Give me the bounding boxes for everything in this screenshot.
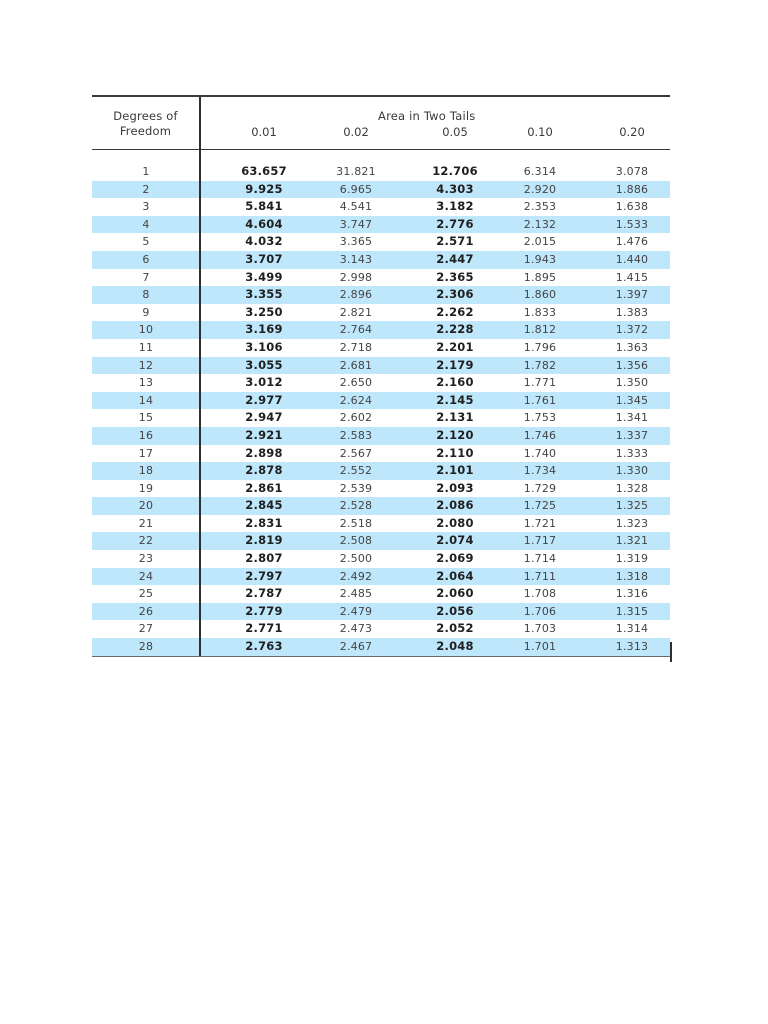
value-cell: 2.779 [245,603,283,618]
value-cell: 1.328 [615,481,649,495]
value-cell: 1.313 [615,640,649,654]
value-cell: 5.841 [245,199,283,214]
value-cell: 1.812 [523,323,557,337]
table-row [92,409,670,427]
value-cell: 2.624 [339,393,373,407]
value-cell: 2.764 [339,323,373,337]
value-cell: 1.363 [615,340,649,354]
value-cell: 2.518 [339,516,373,530]
value-cell: 3.250 [245,304,283,319]
value-cell: 1.325 [615,499,649,513]
value-cell: 1.345 [615,393,649,407]
value-cell: 2.101 [436,463,474,478]
table-row [92,532,670,550]
value-cell: 1.701 [523,640,557,654]
value-cell: 2.306 [436,287,474,302]
value-cell: 2.064 [436,568,474,583]
alpha-header-1: 0.02 [343,125,369,139]
df-cell: 10 [138,323,154,337]
value-cell: 1.333 [615,446,649,460]
value-cell: 2.977 [245,392,283,407]
value-cell: 2.110 [436,445,474,460]
value-cell: 1.321 [615,534,649,548]
value-cell: 2.920 [523,182,557,196]
value-cell: 2.508 [339,534,373,548]
degrees-of-freedom-header [92,109,199,139]
value-cell: 2.447 [436,251,474,266]
value-cell: 1.440 [615,252,649,266]
value-cell: 1.895 [523,270,557,284]
value-cell: 2.998 [339,270,373,284]
table-row [92,374,670,392]
value-cell: 4.604 [245,216,283,231]
value-cell: 1.725 [523,499,557,513]
value-cell: 2.080 [436,515,474,530]
value-cell: 12.706 [432,164,478,178]
table-row [92,357,670,375]
value-cell: 3.707 [245,251,283,266]
value-cell: 1.796 [523,340,557,354]
value-cell: 4.541 [339,200,373,214]
table-body [92,163,670,656]
value-cell: 1.729 [523,481,557,495]
value-cell: 1.356 [615,358,649,372]
df-cell: 16 [138,428,154,442]
value-cell: 4.032 [245,234,283,249]
value-cell: 1.734 [523,464,557,478]
value-cell: 2.861 [245,480,283,495]
value-cell: 1.337 [615,428,649,442]
table-row [92,638,670,656]
value-cell: 4.303 [436,181,474,196]
table-row [92,497,670,515]
df-cell: 23 [138,552,154,566]
value-cell: 1.397 [615,288,649,302]
value-cell: 2.492 [339,569,373,583]
value-cell: 2.571 [436,234,474,249]
value-cell: 6.965 [339,182,373,196]
table-row [92,392,670,410]
table-row [92,568,670,586]
value-cell: 3.365 [339,235,373,249]
df-header-line2: Freedom [119,124,172,138]
value-cell: 2.060 [436,586,474,601]
value-cell: 2.120 [436,427,474,442]
value-cell: 2.771 [245,621,283,636]
table-row [92,550,670,568]
value-cell: 1.833 [523,305,557,319]
table-row [92,269,670,287]
value-cell: 1.703 [523,622,557,636]
value-cell: 1.860 [523,288,557,302]
value-cell: 2.681 [339,358,373,372]
alpha-header-0: 0.01 [251,125,277,139]
value-cell: 1.721 [523,516,557,530]
table-row [92,462,670,480]
value-cell: 2.500 [339,552,373,566]
df-cell: 8 [142,288,150,302]
value-cell: 3.055 [245,357,283,372]
value-cell: 2.086 [436,498,474,513]
df-cell: 9 [142,305,150,319]
df-cell: 25 [138,587,154,601]
df-cell: 27 [138,622,154,636]
value-cell: 1.746 [523,428,557,442]
df-cell: 2 [142,182,150,196]
table-row [92,339,670,357]
value-cell: 3.078 [615,165,649,178]
value-cell: 2.353 [523,200,557,214]
value-cell: 1.886 [615,182,649,196]
alpha-header-4: 0.20 [619,125,645,139]
area-in-two-tails-header: Area in Two Tails [378,109,476,123]
df-cell: 3 [142,200,150,214]
value-cell: 2.552 [339,464,373,478]
value-cell: 2.145 [436,392,474,407]
table-header [92,97,670,150]
table-row [92,515,670,533]
value-cell: 1.319 [615,552,649,566]
df-cell: 13 [138,376,154,390]
value-cell: 1.341 [615,411,649,425]
value-cell: 2.583 [339,428,373,442]
value-cell: 9.925 [245,181,283,196]
value-cell: 1.533 [615,217,649,231]
value-cell: 2.878 [245,463,283,478]
value-cell: 1.782 [523,358,557,372]
value-cell: 1.714 [523,552,557,566]
value-cell: 1.372 [615,323,649,337]
value-cell: 3.355 [245,287,283,302]
value-cell: 2.056 [436,603,474,618]
value-cell: 2.763 [245,639,283,654]
table-row [92,216,670,234]
df-cell: 11 [138,340,154,354]
value-cell: 3.499 [245,269,283,284]
value-cell: 2.776 [436,216,474,231]
value-cell: 2.365 [436,269,474,284]
value-cell: 3.143 [339,252,373,266]
table-row [92,251,670,269]
value-cell: 31.821 [336,165,376,178]
df-cell: 14 [138,393,154,407]
df-cell: 19 [138,481,154,495]
value-cell: 2.831 [245,515,283,530]
value-cell: 3.106 [245,339,283,354]
value-cell: 2.819 [245,533,283,548]
table-bottom-rule [92,656,670,657]
value-cell: 2.896 [339,288,373,302]
table-row [92,321,670,339]
value-cell: 2.048 [436,639,474,654]
table-row [92,286,670,304]
value-cell: 2.201 [436,339,474,354]
value-cell: 2.052 [436,621,474,636]
value-cell: 3.012 [245,375,283,390]
value-cell: 2.921 [245,427,283,442]
t-distribution-table [92,95,670,659]
value-cell: 2.160 [436,375,474,390]
value-cell: 3.169 [245,322,283,337]
df-cell: 17 [138,446,154,460]
alpha-header-2: 0.05 [442,125,468,139]
value-cell: 2.228 [436,322,474,337]
value-cell: 2.602 [339,411,373,425]
value-cell: 2.015 [523,235,557,249]
value-cell: 2.131 [436,410,474,425]
value-cell: 2.132 [523,217,557,231]
df-cell: 6 [142,252,150,266]
table-row [92,181,670,199]
value-cell: 1.350 [615,376,649,390]
value-cell: 2.074 [436,533,474,548]
value-cell: 2.069 [436,551,474,566]
value-cell: 2.797 [245,568,283,583]
value-cell: 1.638 [615,200,649,214]
value-cell: 2.718 [339,340,373,354]
table-row [92,233,670,251]
value-cell: 2.485 [339,587,373,601]
value-cell: 2.179 [436,357,474,372]
value-cell: 1.943 [523,252,557,266]
df-cell: 20 [138,499,154,513]
value-cell: 2.262 [436,304,474,319]
df-cell: 26 [138,604,154,618]
df-cell: 4 [142,217,150,231]
value-cell: 2.787 [245,586,283,601]
value-cell: 1.753 [523,411,557,425]
value-cell: 2.567 [339,446,373,460]
df-cell: 15 [138,411,154,425]
value-cell: 2.528 [339,499,373,513]
table-row [92,304,670,322]
value-cell: 6.314 [523,165,557,178]
table-row [92,445,670,463]
value-cell: 63.657 [241,164,287,178]
value-cell: 1.383 [615,305,649,319]
value-cell: 2.807 [245,551,283,566]
df-cell: 12 [138,358,154,372]
value-cell: 1.476 [615,235,649,249]
value-cell: 1.330 [615,464,649,478]
df-cell: 7 [142,270,150,284]
df-cell: 18 [138,464,154,478]
table-row [92,198,670,216]
value-cell: 1.761 [523,393,557,407]
value-cell: 2.898 [245,445,283,460]
table-row [92,620,670,638]
value-cell: 2.473 [339,622,373,636]
value-cell: 1.323 [615,516,649,530]
df-cell: 24 [138,569,154,583]
value-cell: 1.316 [615,587,649,601]
value-cell: 2.845 [245,498,283,513]
table-row [92,163,670,181]
value-cell: 2.539 [339,481,373,495]
table-right-mark [670,642,672,662]
alpha-header-3: 0.10 [527,125,553,139]
value-cell: 1.314 [615,622,649,636]
value-cell: 1.706 [523,604,557,618]
value-cell: 2.947 [245,410,283,425]
table-row [92,603,670,621]
value-cell: 1.771 [523,376,557,390]
value-cell: 2.093 [436,480,474,495]
value-cell: 3.747 [339,217,373,231]
df-cell: 22 [138,534,154,548]
value-cell: 2.479 [339,604,373,618]
df-cell: 21 [138,516,154,530]
df-cell: 28 [138,640,154,654]
df-cell: 5 [142,235,150,249]
value-cell: 1.717 [523,534,557,548]
value-cell: 1.315 [615,604,649,618]
value-cell: 2.650 [339,376,373,390]
value-cell: 1.415 [615,270,649,284]
table-row [92,427,670,445]
table-row [92,480,670,498]
value-cell: 3.182 [436,199,474,214]
df-header-line1: Degrees of [113,109,178,123]
df-column-divider [199,97,201,657]
table-row [92,585,670,603]
df-cell: 1 [142,165,150,178]
value-cell: 2.467 [339,640,373,654]
value-cell: 1.318 [615,569,649,583]
value-cell: 1.711 [523,569,557,583]
value-cell: 2.821 [339,305,373,319]
value-cell: 1.740 [523,446,557,460]
value-cell: 1.708 [523,587,557,601]
